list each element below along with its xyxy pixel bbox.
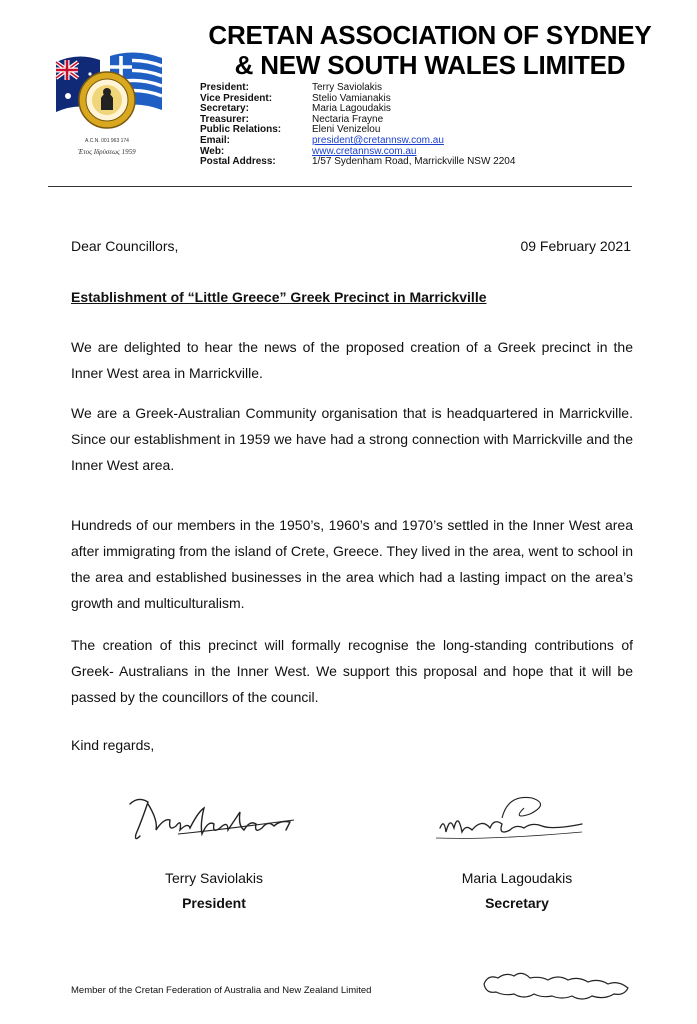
postal-address-value: 1/57 Sydenham Road, Marrickville NSW 2204: [312, 156, 516, 168]
officer-value: Maria Lagoudakis: [312, 103, 391, 115]
body-paragraph: Hundreds of our members in the 1950’s, 1960’s and 1970’s settled in the Inner West area after immigrating from the island of Crete, Greece. They lived in the area, went to school in the area and established businesses in the area which had a lasting impact on the area’s growth and multiculturalism.: [71, 517, 633, 611]
emblem-seal-icon: [79, 72, 135, 128]
officer-value: Nectaria Frayne: [312, 113, 384, 125]
officer-label: President:: [200, 82, 249, 93]
salutation: Dear Councillors,: [71, 238, 179, 254]
website-link[interactable]: www.cretannsw.com.au: [312, 145, 417, 157]
officers-list: [200, 83, 515, 168]
letter-subject: Establishment of “Little Greece” Greek Precinct in Marrickville: [71, 289, 487, 305]
president-name: Terry Saviolakis: [164, 870, 264, 886]
secretary-signature: [432, 788, 592, 856]
postal-address-row: [200, 157, 515, 168]
closing: Kind regards,: [71, 737, 155, 753]
crete-island-map-icon: [478, 966, 634, 1006]
body-paragraph: We are delighted to hear the news of the proposed creation of a Greek precinct in the Inner West area in Marrickville.: [71, 339, 633, 381]
organisation-name: [180, 20, 680, 80]
organisation-name-line1: CRETAN ASSOCIATION OF SYDNEY: [208, 20, 652, 50]
footer-membership: Member of the Cretan Federation of Australia and New Zealand Limited: [71, 985, 372, 996]
officer-label: Secretary:: [200, 103, 249, 115]
president-signature: [118, 790, 308, 850]
body-paragraph: We are a Greek-Australian Community organisation that is headquartered in Marrickville. Since our establishment in 1959 we have had a strong connection with Marrickville and the Inner West area.: [71, 405, 633, 473]
association-logo: [48, 30, 166, 164]
body-paragraph: The creation of this precinct will formally recognise the long-standing contributions of Greek- Australians in the Inner West. We support this proposal and hope that it will be passed by the councillors of the council.: [71, 637, 633, 705]
secretary-name: Maria Lagoudakis: [461, 870, 573, 886]
officer-value: Eleni Venizelou: [312, 124, 381, 136]
officer-row: [200, 83, 515, 94]
letterhead-divider: [48, 186, 632, 187]
web-label: Web:: [200, 145, 225, 157]
officer-value: Stelio Vamianakis: [312, 92, 391, 104]
president-role: President: [182, 895, 246, 911]
logo-caption: Έτος Ιδρύσεως 1959: [78, 148, 136, 156]
officer-value: Terry Saviolakis: [312, 82, 383, 93]
officer-label: Treasurer:: [200, 113, 249, 125]
secretary-role: Secretary: [485, 895, 549, 911]
logo-acn: A.C.N. 001 963 174: [85, 138, 129, 144]
letter-date: 09 February 2021: [520, 238, 631, 254]
organisation-name-line2: & NEW SOUTH WALES LIMITED: [234, 50, 626, 80]
officer-label: Public Relations:: [200, 124, 282, 136]
postal-address-label: Postal Address:: [200, 156, 276, 168]
email-label: Email:: [200, 134, 231, 146]
email-link[interactable]: president@cretannsw.com.au: [312, 134, 444, 146]
email-row: [200, 136, 515, 147]
officer-label: Vice President:: [200, 92, 273, 104]
